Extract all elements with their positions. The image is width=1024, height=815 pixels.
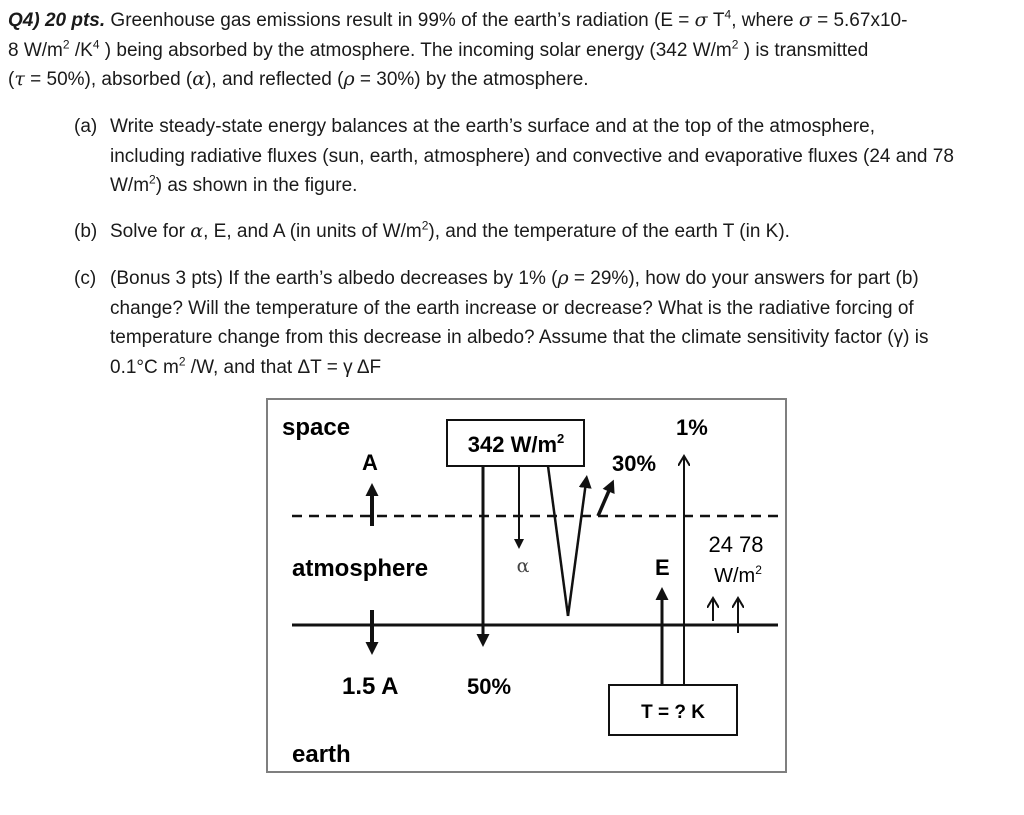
solar-input-label: 342 $W/m^2$ — [467, 431, 565, 457]
flux-unit-label: $W/m^2$ — [714, 563, 762, 587]
flux-values-label: 24 78 — [708, 532, 764, 557]
question-label: Q4) 20 pts. — [8, 10, 106, 31]
part-c: (c) (Bonus 3 pts) If the earth’s albedo decreases by 1% (ρ = 29%), how do your answers for part (b) change? Will the temperature of the earth increase or decrease? What is the radiative forcing of temperature change from this decrease in albedo? Assume that the climate sensitivity factor (γ) is 0.1°C $m^2$ /W, and that ΔT = γ ΔF — [74, 264, 954, 382]
earth-label: earth — [292, 741, 351, 768]
part-a-label: (a) — [74, 116, 98, 137]
question-line-2: 8 $W/m^2$ $/K^4$ ) being absorbed by the atmosphere. The incoming solar energy (342 $W/m^2$ ) is transmitted — [8, 37, 869, 61]
part-a: (a) Write steady-state energy balances at the earth’s surface and at the top of the atmosphere, including radiative fluxes (sun, earth, atmosphere) and convective and evaporative fluxes (24 and 78 $W/m^2$) as shown in the figure. — [74, 112, 954, 201]
E-label: E — [655, 555, 670, 580]
reflected-escape-arrow — [598, 486, 611, 516]
alpha-label: α — [516, 555, 530, 577]
reflected-outgoing-arrow — [568, 482, 586, 616]
diagram-canvas — [268, 400, 785, 771]
reflected-incoming-line — [548, 466, 568, 616]
question-line-1: Q4) 20 pts. Greenhouse gas emissions result in 99% of the earth’s radiation (E = σ $T^4$, where σ = 5.67x10- — [8, 7, 908, 31]
space-label: space — [282, 414, 351, 441]
one-percent-label: 1% — [676, 415, 708, 440]
question-stem — [8, 6, 1008, 95]
thirty-percent-label: 30% — [612, 451, 657, 476]
one-point-five-A-label: 1.5 A — [342, 673, 399, 700]
earth-temperature-label: T = ? K — [641, 702, 705, 723]
part-c-label: (c) — [74, 268, 97, 289]
A-label: A — [362, 450, 378, 475]
fifty-percent-label: 50% — [467, 674, 512, 699]
part-b-label: (b) — [74, 221, 98, 242]
atmosphere-label: atmosphere — [292, 555, 429, 582]
energy-balance-diagram — [266, 398, 787, 773]
part-b: (b) Solve for α, E, and A (in units of $W/m^2$), and the temperature of the earth T (in K). — [74, 217, 954, 247]
question-line-3: (τ = 50%), absorbed (α), and reflected (ρ = 30%) by the atmosphere. — [8, 68, 589, 90]
